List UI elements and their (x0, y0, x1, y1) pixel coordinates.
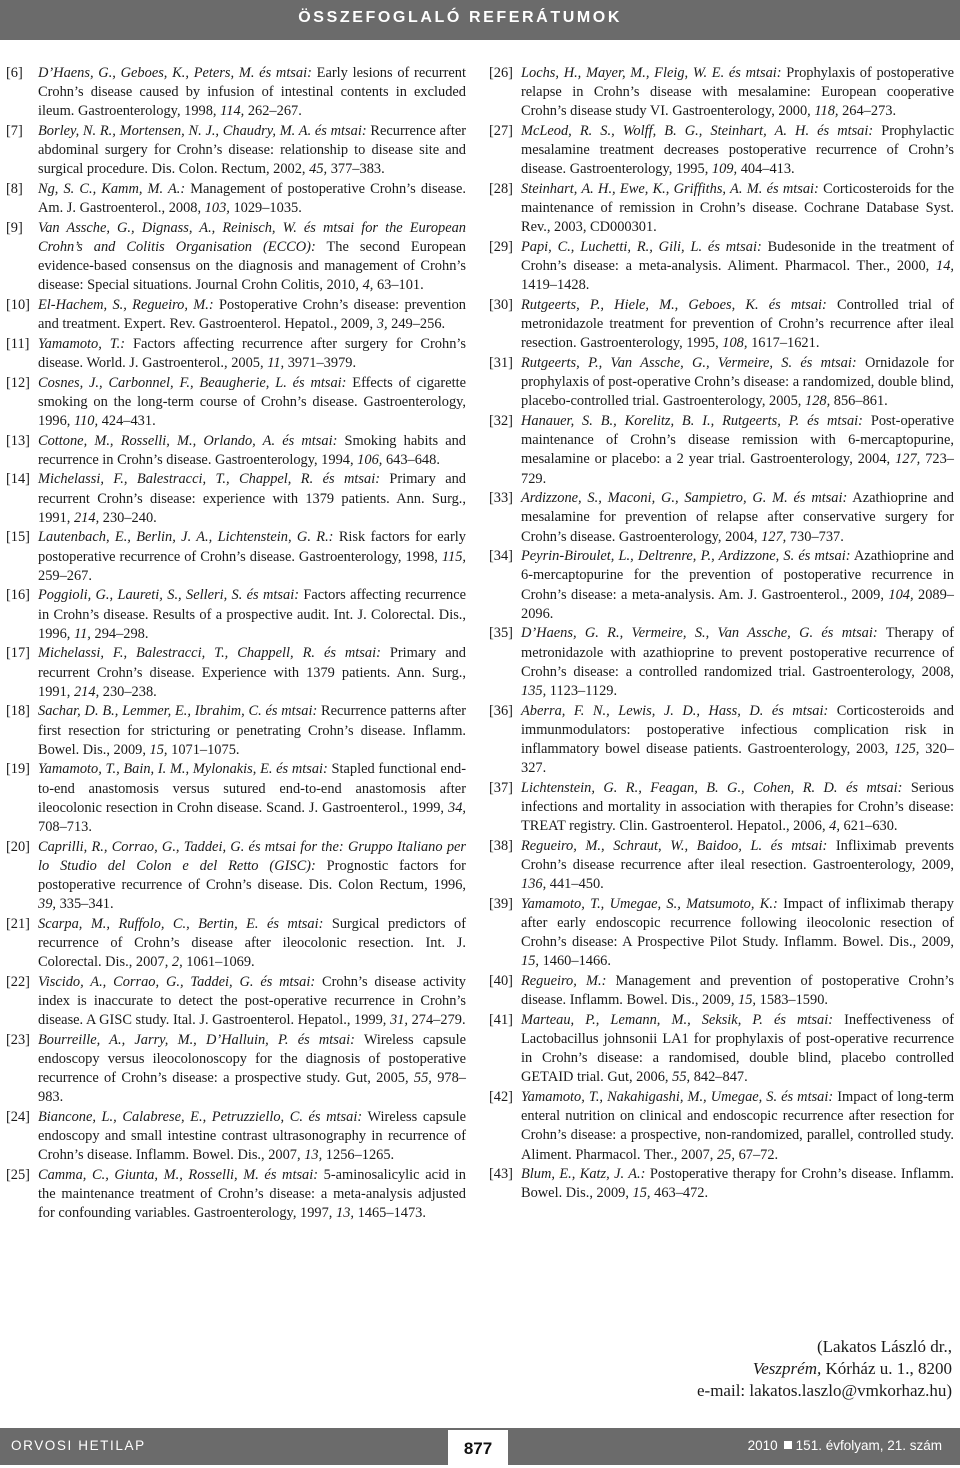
reference-authors: Michelassi, F., Balestracci, T., Chappell, R. és mtsai: (38, 645, 381, 662)
reference-volume: 118, (814, 103, 839, 120)
reference-volume: 103, (204, 200, 230, 217)
reference-authors: Cosnes, J., Carbonnel, F., Beaugherie, L. és mtsai: (38, 374, 347, 391)
reference-volume: 15, (738, 992, 757, 1009)
reference-authors: Marteau, P., Lemann, M., Seksik, P. és mtsai: (521, 1011, 834, 1028)
reference-volume: 128, (805, 393, 831, 410)
reference-authors: Caprilli, R., Corrao, G., Taddei, G. és mtsai for the: Gruppo Italiano per lo Studio del Colon e del Retto (GISC): (38, 838, 466, 874)
reference-text: Corticosteroids and immunmodulators: postoperative infectious complication risk in inflammatory bowel disease patients. Gastroenterology, 2003, (521, 702, 955, 758)
reference-item (8, 1031, 466, 1108)
reference-number: [21] (6, 915, 30, 932)
reference-number: [7] (6, 123, 23, 139)
reference-item (491, 354, 954, 412)
reference-number: [6] (6, 65, 23, 81)
address-name: (Lakatos László dr., (816, 1337, 952, 1356)
references-right-column (491, 64, 954, 1204)
reference-item (491, 624, 954, 701)
reference-volume: 14, (936, 258, 954, 275)
reference-volume: 127, (761, 528, 787, 545)
reference-pages: 274–279. (408, 1012, 466, 1029)
reference-volume: 3, (376, 316, 388, 333)
reference-authors: Poggioli, G., Laureti, S., Selleri, S. és mtsai: (38, 587, 299, 604)
reference-volume: 55, (413, 1070, 432, 1087)
reference-item (491, 837, 954, 895)
reference-volume: 25, (716, 1146, 735, 1163)
reference-text: Post-operative maintenance of Crohn’s disease remission with 6-mercaptopurine, mesalamine or placebo: a 2 year trial. Gastroenterology, 2004, (521, 413, 954, 468)
reference-item (8, 838, 466, 915)
reference-authors: Lautenbach, E., Berlin, J. A., Lichtenstein, G. R.: (38, 529, 334, 546)
square-separator-icon (784, 1441, 792, 1449)
reference-item (491, 412, 954, 489)
reference-number: [38] (489, 837, 513, 854)
reference-item (8, 374, 466, 432)
reference-number: [39] (489, 895, 513, 912)
reference-volume: 114, (220, 103, 245, 120)
reference-number: [20] (6, 838, 30, 855)
reference-volume: 135, (521, 683, 547, 700)
reference-item (8, 122, 466, 180)
reference-volume: 15, (521, 953, 539, 970)
reference-volume: 15, (149, 741, 168, 758)
reference-volume: 214, (73, 509, 100, 526)
reference-text: Factors affecting recurrence in Crohn’s disease. Results of a prospective audit. Int. J. Colorectal. Dis., 1996, (38, 587, 467, 642)
reference-number: [9] (6, 219, 23, 236)
reference-pages: 377–383. (327, 161, 385, 178)
reference-pages: 1465–1473. (354, 1205, 426, 1222)
reference-item (8, 180, 466, 218)
reference-volume: 127, (895, 451, 921, 468)
address-email: e-mail: lakatos.laszlo@vmkorhaz.hu) (697, 1381, 952, 1400)
reference-text: Budesonide in the treatment of Crohn’s disease: a meta-analysis. Aliment. Pharmacol. Ther., 2000, (521, 239, 954, 275)
reference-authors: Yamamoto, T., Nakahigashi, M., Umegae, S. és mtsai: (521, 1089, 834, 1106)
reference-number: [13] (6, 432, 30, 449)
reference-text: Corticosteroids for the maintenance of remission in Crohn’s disease. Cochrane Database Syst. Rev., 2003, CD000301. (521, 181, 954, 236)
reference-pages: 1419–1428. (521, 277, 590, 294)
reference-authors: McLeod, R. S., Wolff, B. G., Steinhart, A. H. és mtsai: (521, 123, 874, 139)
reference-text: 5-aminosalicylic acid in the maintenance treatment of Crohn’s disease: a meta-analysis adjusted for confounding variables. Gastroenterology, 1997, (38, 1167, 466, 1222)
reference-authors: Ardizzone, S., Maconi, G., Sampietro, G. M. és mtsai: (521, 490, 848, 507)
reference-volume: 45, (309, 161, 328, 178)
reference-volume: 11, (267, 355, 285, 371)
reference-text: Surgical predictors of recurrence of Crohn’s disease after ileocolonic resection. Int. J. Colorectal. Dis., 2007, (38, 915, 466, 971)
reference-number: [43] (489, 1166, 513, 1183)
reference-pages: 320–327. (521, 741, 954, 777)
reference-authors: Steinhart, A. H., Ewe, K., Griffiths, A. M. és mtsai: (521, 181, 819, 197)
reference-pages: 1071–1075. (167, 741, 240, 758)
reference-text: Recurrence patterns after first resection for stricturing or penetrating Crohn’s disease. Inflamm. Bowel. Dis., 2009, (38, 703, 467, 758)
reference-item (491, 489, 954, 547)
reference-volume: 108, (722, 335, 748, 352)
reference-number: [29] (489, 239, 513, 255)
reference-authors: Rutgeerts, P., Van Assche, G., Vermeire, S. és mtsai: (521, 355, 857, 371)
reference-authors: Biancone, L., Calabrese, E., Petruzziello, C. és mtsai: (38, 1109, 363, 1125)
reference-text: The second European evidence-based consensus on the diagnosis and management of Crohn’s disease: Special situations. Journal Crohn Colitis, 2010, (38, 239, 466, 294)
address-city: Veszprém, (752, 1359, 822, 1378)
reference-pages: 424–431. (98, 413, 156, 429)
reference-text: Controlled trial of metronidazole treatment for prevention of Crohn’s recurrence after ileal resection. Gastroenterology, 1995, (521, 297, 954, 352)
reference-authors: Hanauer, S. B., Korelitz, B. I., Rutgeerts, P. és mtsai: (521, 413, 863, 429)
reference-authors: Cottone, M., Rosselli, M., Orlando, A. és mtsai: (38, 432, 338, 449)
reference-item (8, 702, 466, 760)
reference-item (491, 702, 954, 779)
reference-authors: Viscido, A., Corrao, G., Taddei, G. és mtsai: (38, 973, 316, 990)
reference-volume: 39, (38, 896, 56, 913)
reference-number: [11] (6, 335, 30, 352)
reference-number: [28] (489, 181, 513, 197)
reference-number: [42] (489, 1089, 513, 1106)
reference-text: Factors affecting recurrence after surgery for Crohn’s disease. World. J. Gastroenterol., 2005, (38, 335, 466, 371)
reference-authors: Aberra, F. N., Lewis, J. D., Hass, D. és mtsai: (521, 702, 829, 719)
address-rest: Kórház u. 1., 8200 (821, 1359, 952, 1378)
reference-item (8, 760, 466, 837)
reference-number: [17] (6, 645, 30, 662)
reference-pages: 856–861. (830, 393, 888, 410)
reference-text: Effects of cigarette smoking on the long-term course of Crohn’s disease. Gastroenterology, 1996, (38, 374, 466, 429)
issue-info (748, 1438, 942, 1453)
reference-number: [23] (6, 1031, 30, 1048)
reference-authors: Peyrin-Biroulet, L., Deltrenre, P., Ardizzone, S. és mtsai: (521, 548, 851, 565)
reference-authors: Yamamoto, T.: (38, 335, 126, 352)
reference-volume: 136, (521, 876, 547, 893)
reference-number: [33] (489, 490, 513, 507)
reference-pages: 1123–1129. (546, 683, 618, 700)
reference-number: [10] (6, 297, 30, 313)
reference-pages: 441–450. (546, 876, 604, 893)
reference-text: Prophylaxis of postoperative relapse in Crohn’s disease with mesalamine: European cooperative Crohn’s disease study VI. Gastroenterology, 2000, (521, 65, 954, 120)
reference-number: [19] (6, 761, 30, 778)
reference-pages: 335–341. (56, 896, 114, 913)
reference-text: Wireless capsule endoscopy and small intestine contrast ultrasonography in recurrence of Crohn’s disease. Inflamm. Bowel. Dis., 2007, (38, 1109, 467, 1164)
reference-text: Infliximab prevents Crohn’s disease recurrence after ileal resection. Gastroenterology, 2009, (521, 837, 954, 874)
reference-pages: 723–729. (521, 451, 954, 487)
reference-volume: 11, (73, 625, 91, 642)
reference-text: Stapled functional end-to-end anastomosis versus sutured end-to-end anastomosis after ileocolonic resection in Crohn disease. Scand. J. Gastroenterol., 1999, (38, 761, 467, 816)
reference-number: [24] (6, 1109, 30, 1125)
reference-number: [30] (489, 297, 513, 313)
reference-text: Primary and recurrent Crohn’s disease: experience with 1379 patients. Ann. Surg., 1991, (38, 471, 466, 526)
page-number: 877 (448, 1430, 508, 1465)
reference-item (8, 470, 466, 528)
reference-text: Early lesions of recurrent Crohn’s disease caused by infusion of intestinal contents in excluded ileum. Gastroenterology, 1998, (38, 65, 466, 120)
reference-volume: 55, (672, 1069, 691, 1086)
reference-pages: 1583–1590. (756, 992, 828, 1009)
reference-item (8, 973, 466, 1031)
reference-text: Azathioprine and mesalamine for prevention of relapse after conservative surgery for Crohn’s disease. Gastroenterology, 2004, (521, 490, 954, 545)
reference-authors: Rutgeerts, P., Hiele, M., Geboes, K. és mtsai: (521, 297, 827, 313)
reference-pages: 3971–3979. (284, 355, 357, 371)
reference-number: [31] (489, 355, 513, 371)
reference-pages: 249–256. (387, 316, 446, 333)
reference-item (491, 547, 954, 624)
issue-year: 2010 (747, 1438, 778, 1453)
reference-item (8, 1108, 466, 1166)
reference-item (491, 64, 954, 122)
reference-pages: 259–267. (38, 567, 92, 584)
reference-pages: 1029–1035. (229, 200, 302, 217)
reference-pages: 463–472. (650, 1185, 709, 1202)
reference-number: [25] (6, 1167, 30, 1183)
reference-pages: 264–273. (838, 103, 897, 120)
reference-text: Risk factors for early postoperative recurrence of Crohn’s disease. Gastroenterology, 1998, (38, 529, 467, 565)
reference-pages: 1460–1466. (539, 953, 611, 970)
reference-text: Recurrence after abdominal surgery for Crohn’s disease: relationship to disease site and surgical procedure. Dis. Colon. Rectum, 2002, (38, 123, 467, 178)
reference-number: [15] (6, 529, 30, 546)
reference-volume: 115, (441, 548, 466, 565)
reference-authors: Lichtenstein, G. R., Feagan, B. G., Cohen, R. D. és mtsai: (521, 779, 903, 796)
reference-item (491, 296, 954, 354)
reference-pages: 643–648. (382, 451, 440, 468)
reference-item (8, 64, 466, 122)
reference-text: Ineffectiveness of Lactobacillus johnsonii LA1 for prophylaxis of post-operative recurrence in Crohn’s disease: a randomised, double blind, placebo controlled GETAID trial. Gut, 2006, (521, 1011, 954, 1086)
reference-authors: Regueiro, M., Schraut, W., Baidoo, L. és mtsai: (521, 837, 828, 854)
reference-text: Management and prevention of postoperative Crohn’s disease. Inflamm. Bowel. Dis., 2009, (521, 973, 954, 1009)
reference-number: [34] (489, 548, 513, 565)
reference-item (491, 779, 954, 837)
reference-pages: 842–847. (690, 1069, 748, 1086)
reference-text: Azathioprine and 6-mercaptopurine for the prevention of postoperative recurrence in Crohn’s disease: a meta-analysis. Am. J. Gastroenterol., 2009, (521, 548, 954, 603)
reference-volume: 13, (304, 1147, 323, 1164)
reference-item (8, 335, 466, 373)
reference-authors: Scarpa, M., Ruffolo, C., Bertin, E. és mtsai: (38, 915, 324, 932)
reference-authors: D’Haens, G., Geboes, K., Peters, M. és mtsai: (38, 65, 312, 81)
reference-pages: 2089–2096. (521, 586, 954, 622)
reference-text: Therapy of metronidazole with azathioprine to prevent postoperative recurrence of Crohn’s disease: a controlled randomized trial. Gastroenterology, 2008, (521, 625, 954, 680)
address-street (697, 1358, 952, 1380)
reference-volume: 4, (362, 277, 374, 294)
reference-authors: Van Assche, G., Dignass, A., Reinisch, W. és mtsai for the European Crohn’s and Colitis Organisation (ECCO): (38, 219, 466, 255)
reference-number: [12] (6, 374, 30, 391)
reference-text: Impact of long-term enteral nutrition on clinical and endoscopic recurrence after resection for Crohn’s disease: a prospective, non-randomized, parallel, controlled study. Aliment. Pharmacol. Ther., 2007, (521, 1089, 955, 1163)
reference-pages: 294–298. (90, 625, 149, 642)
reference-number: [22] (6, 973, 30, 990)
reference-item (491, 1088, 954, 1165)
reference-number: [14] (6, 471, 30, 488)
reference-authors: Bourreille, A., Jarry, M., D’Halluin, P. és mtsai: (38, 1031, 355, 1048)
reference-volume: 2, (171, 954, 183, 971)
reference-item (8, 644, 466, 702)
reference-text: Prognostic factors for postoperative recurrence of Crohn’s disease. Dis. Colon Rectum, 1996, (38, 857, 466, 893)
reference-pages: 1617–1621. (747, 335, 820, 352)
reference-volume: 4, (829, 818, 840, 835)
reference-authors: Papi, C., Luchetti, R., Gili, L. és mtsai: (521, 239, 762, 255)
reference-item (8, 219, 466, 296)
reference-authors: D’Haens, G. R., Vermeire, S., Van Assche, G. és mtsai: (521, 625, 878, 642)
reference-authors: Yamamoto, T., Bain, I. M., Mylonakis, E. és mtsai: (38, 761, 328, 778)
reference-authors: El-Hachem, S., Regueiro, M.: (38, 297, 214, 313)
reference-volume: 125, (894, 741, 920, 758)
reference-text: Management of postoperative Crohn’s disease. Am. J. Gastroenterol., 2008, (38, 181, 466, 217)
reference-text: Prophylactic mesalamine treatment decreases postoperative recurrence of Crohn’s disease. Gastroenterology, 1995, (521, 123, 954, 178)
journal-name: ORVOSI HETILAP (11, 1438, 146, 1453)
reference-authors: Michelassi, F., Balestracci, T., Chappel, R. és mtsai: (38, 471, 380, 488)
reference-volume: 13, (336, 1205, 354, 1222)
reference-item (8, 1166, 466, 1224)
reference-authors: Regueiro, M.: (521, 973, 607, 990)
reference-authors: Borley, N. R., Mortensen, N. J., Chaudry, M. A. és mtsai: (38, 123, 367, 139)
reference-text: Postoperative therapy for Crohn’s disease. Inflamm. Bowel. Dis., 2009, (521, 1166, 954, 1202)
reference-pages: 621–630. (839, 818, 898, 835)
reference-authors: Yamamoto, T., Umegae, S., Matsumoto, K.: (521, 895, 778, 912)
reference-number: [41] (489, 1011, 513, 1028)
reference-number: [36] (489, 702, 513, 719)
reference-pages: 1061–1069. (182, 954, 255, 971)
reference-authors: Camma, C., Giunta, M., Rosselli, M. és mtsai: (38, 1167, 319, 1183)
reference-volume: 104, (888, 586, 914, 603)
reference-pages: 978–983. (38, 1070, 466, 1106)
reference-item (491, 1165, 954, 1203)
reference-pages: 1256–1265. (322, 1147, 395, 1164)
reference-volume: 106, (357, 451, 383, 468)
reference-volume: 34, (448, 799, 466, 816)
references-left-column (8, 64, 466, 1224)
reference-item (8, 432, 466, 470)
reference-number: [16] (6, 587, 30, 604)
reference-text: Primary and recurrent Crohn’s disease. Experience with 1379 patients. Ann. Surg., 1991, (38, 645, 466, 700)
reference-authors: Ng, S. C., Kamm, M. A.: (38, 181, 186, 197)
reference-pages: 262–267. (244, 103, 302, 120)
reference-volume: 15, (632, 1185, 651, 1202)
reference-item (8, 586, 466, 644)
reference-text: Serious infections and mortality in association with therapies for Crohn’s disease: TREAT registry. Clin. Gastroenterol. Hepatol., 2006, (521, 779, 954, 835)
reference-pages: 730–737. (786, 528, 844, 545)
reference-pages: 67–72. (734, 1146, 779, 1163)
reference-item (491, 972, 954, 1010)
reference-item (8, 528, 466, 586)
reference-item (8, 296, 466, 334)
reference-number: [18] (6, 703, 30, 720)
reference-authors: Sachar, D. B., Lemmer, E., Ibrahim, C. és mtsai: (38, 703, 318, 720)
reference-number: [26] (489, 65, 513, 81)
reference-item (491, 122, 954, 180)
reference-item (491, 180, 954, 238)
reference-text: Crohn’s disease activity index is inaccurate to detect the post-operative recurrence in Crohn’s disease. A GISC study. Ital. J. Gastroenterol. Hepatol., 1999, (38, 973, 466, 1029)
correspondence-address (697, 1336, 952, 1402)
reference-authors: Blum, E., Katz, J. A.: (521, 1166, 646, 1183)
reference-authors: Lochs, H., Mayer, M., Fleig, W. E. és mtsai: (521, 65, 782, 81)
reference-pages: 230–240. (99, 509, 157, 526)
reference-item (491, 895, 954, 972)
reference-text: Wireless capsule endoscopy versus ileocolonoscopy for the diagnosis of postoperative recurrence of Crohn’s disease: a prospective study. Gut, 2005, (38, 1031, 467, 1087)
reference-volume: 109, (711, 161, 738, 178)
reference-number: [27] (489, 123, 513, 139)
reference-number: [40] (489, 973, 513, 990)
reference-volume: 110, (73, 413, 99, 429)
reference-number: [8] (6, 181, 23, 197)
reference-number: [32] (489, 413, 513, 429)
section-title: ÖSSZEFOGLALÓ REFERÁTUMOK (298, 9, 622, 26)
reference-text: Smoking habits and recurrence in Crohn’s disease. Gastroenterology, 1994, (38, 432, 467, 468)
reference-pages: 708–713. (38, 819, 92, 835)
reference-text: Impact of infliximab therapy after early endoscopic recurrence following ileocolonic resection of Crohn’s disease: A Prospective Pilot Study. Inflamm. Bowel. Dis., 2009, (521, 895, 955, 951)
reference-volume: 214, (73, 683, 100, 700)
issue-volume: 151. évfolyam, 21. szám (795, 1438, 942, 1453)
reference-pages: 404–413. (737, 161, 795, 178)
reference-text: Ornidazole for prophylaxis of post-operative Crohn’s disease: a randomized, double blind, placebo-controlled trial. Gastroenterology, 2005, (521, 355, 954, 410)
reference-text: Postoperative Crohn’s disease: prevention and treatment. Expert. Rev. Gastroenterol. Hepatol., 2009, (38, 297, 466, 333)
reference-number: [37] (489, 779, 513, 796)
reference-pages: 63–101. (373, 277, 424, 294)
reference-volume: 31, (390, 1012, 408, 1029)
reference-item (491, 1011, 954, 1088)
reference-number: [35] (489, 625, 513, 642)
reference-item (8, 915, 466, 973)
reference-item (491, 238, 954, 296)
reference-pages: 230–238. (99, 683, 157, 700)
